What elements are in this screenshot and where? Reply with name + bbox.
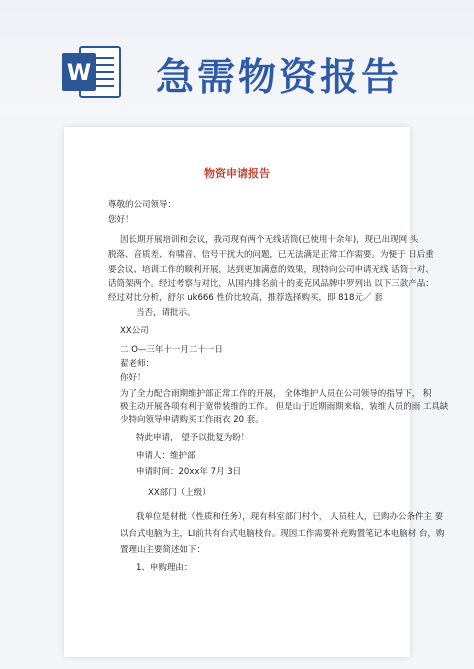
closing-line: 特此申请， 望予以批复为盼！ <box>136 433 250 443</box>
body-line: 经过对比分析，舒尔 uk666 性价比较高，推荐选择购买，即 818元／ 套 <box>108 293 383 303</box>
salutation: 尊敬的公司领导： <box>108 200 177 210</box>
document-title: 物资申请报告 <box>204 167 270 180</box>
word-icon <box>60 44 122 100</box>
body-line: 因长期开展培训和会议，我司现有两个无线话筒(已使用十余年)，现已出现网 头 <box>120 235 419 245</box>
addressee: 翟老师： <box>120 359 155 369</box>
body-line: 少特向领导申请购买工作雨衣 20 套。 <box>120 415 264 425</box>
word-icon-letter: W <box>66 61 92 86</box>
body-line: 脱落、音质差、有啸音、信号干扰大的问题，已无法满足正常工作需要。为便于 日后重 <box>108 250 434 260</box>
body-line: 要会议、培训工作的顺利开展，达到更加满意的效果，现特向公司申请无线 话筒一对、 <box>108 265 434 275</box>
banner <box>0 0 474 118</box>
date-line: 二 O—三年十一月二十一日 <box>120 345 223 355</box>
body-line: 极主动开展各项有利于宽带装维的工作。 但是山于近期雨期来临，装维人员的雨 工具缺 <box>120 402 449 412</box>
banner-title: 急需物资报告 <box>156 55 403 99</box>
body-line: 我单位是材枇（性质和任务），现有科室部门村个， 人员柱人，已购办公条件主 要 <box>136 512 444 522</box>
body-line: 话筒架两个。经过考察与对比，从国内排名前十的麦克风品牌中罗列出 以下三款产品： <box>108 279 434 289</box>
greeting: 你好！ <box>120 373 146 383</box>
applicant: 申请人：维护部 <box>136 451 196 461</box>
request-approval: 当否，请批示。 <box>136 308 196 318</box>
body-line: 以台式电脑为主，LI前共有台式电脑枝台。现因工作需要补充购置笔记本电脑材 台，购 <box>120 529 445 539</box>
company-signature: XX公司 <box>120 326 149 336</box>
body-line: 置理山主要简述如下： <box>120 545 206 555</box>
body-line: 为了全力配合雨期维护部正常工作的开展， 全体维护人员在公司领导的指导下， 积 <box>120 389 432 399</box>
document-page <box>64 127 449 657</box>
greeting: 您好！ <box>108 215 134 225</box>
department-signature: XX部门（上级） <box>148 488 211 498</box>
application-date: 申请时间：20xx年 7月 3日 <box>136 467 242 477</box>
section-heading: 1、申购理由： <box>136 563 193 573</box>
